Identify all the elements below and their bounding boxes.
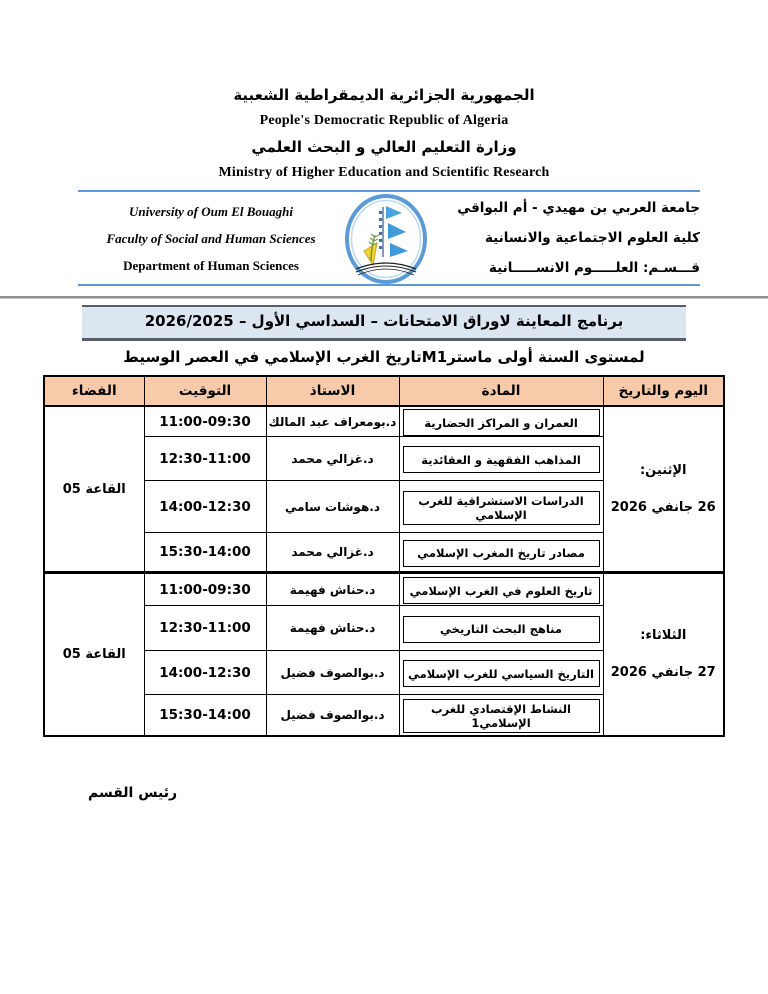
day-date-cell-tuesday: [603, 573, 724, 736]
university-logo-icon: [344, 193, 428, 285]
day-date-cell-monday: [603, 406, 724, 573]
subject-label: مناهج البحث التاريخي: [403, 616, 600, 643]
faculty-name-en: Faculty of Social and Human Sciences: [106, 230, 316, 246]
subject-cell: [399, 481, 603, 533]
subject-cell: [399, 437, 603, 481]
ministry-title-en: Ministry of Higher Education and Scientific Research: [218, 165, 550, 180]
time-label: 15:30-14:00: [144, 533, 266, 573]
subject-cell: [399, 695, 603, 736]
subject-cell: [399, 651, 603, 695]
exam-schedule-table: [43, 375, 725, 737]
institution-arabic-block: [428, 193, 700, 283]
room-cell-monday: القاعة 05: [44, 406, 144, 573]
subject-label: المذاهب الفقهية و العقائدية: [403, 446, 600, 473]
time-label: 11:00-09:30: [144, 406, 266, 437]
date-label: 26 جانفي 2026: [610, 500, 716, 515]
subject-label: النشاط الإقتصادي للغرب الإسلامي1: [403, 699, 600, 733]
time-label: 15:30-14:00: [144, 695, 266, 736]
time-label: 12:30-11:00: [144, 606, 266, 651]
professor-label: د.بوالصوف فضيل: [266, 651, 399, 695]
department-name-en: Department of Human Sciences: [123, 257, 299, 273]
department-name-ar: قـــسـم: العلـــــوم الانســـــانية: [488, 260, 700, 276]
subject-cell: [399, 573, 603, 606]
col-header-room: الفضاء: [44, 376, 144, 406]
subject-label: تاريخ العلوم في الغرب الإسلامي: [403, 577, 600, 604]
institution-band: [78, 190, 700, 286]
professor-label: د.غزالي محمد: [266, 533, 399, 573]
program-subtitle: لمستوى السنة أولى ماسترM1تاريخ الغرب الإسلامي في العصر الوسيط: [123, 348, 645, 366]
subject-label: العمران و المراكز الحضارية: [403, 409, 600, 436]
col-header-professor: الاستاذ: [266, 376, 399, 406]
col-header-day-date: اليوم والتاريخ: [603, 376, 724, 406]
university-name-en: University of Oum El Bouaghi: [129, 203, 293, 219]
institution-english-block: [78, 198, 344, 279]
day-label: الإثنين:: [639, 463, 687, 478]
col-header-subject: المادة: [399, 376, 603, 406]
professor-label: د.بومعراف عبد المالك: [266, 406, 399, 437]
ministry-title-ar: وزارة التعليم العالي و البحث العلمي: [251, 138, 517, 156]
time-label: 14:00-12:30: [144, 481, 266, 533]
table-row: [44, 573, 724, 606]
time-label: 14:00-12:30: [144, 651, 266, 695]
signature-label: رئيس القسم: [88, 784, 178, 801]
republic-title-en: People's Democratic Republic of Algeria: [259, 113, 509, 128]
program-title-bar: برنامج المعاينة لاوراق الامتحانات – السداسي الأول – 2026/2025: [82, 305, 686, 341]
col-header-time: التوقيت: [144, 376, 266, 406]
republic-title-ar: الجمهورية الجزائرية الديمقراطية الشعبية: [233, 86, 535, 104]
day-label: الثلاثاء:: [640, 628, 687, 644]
subject-label: التاريخ السياسي للغرب الإسلامي: [403, 660, 600, 687]
professor-label: د.حناش فهيمة: [266, 573, 399, 606]
professor-label: د.هوشات سامي: [266, 481, 399, 533]
professor-label: د.بوالصوف فضيل: [266, 695, 399, 736]
government-header: [0, 0, 768, 181]
professor-label: د.غزالي محمد: [266, 437, 399, 481]
subject-cell: [399, 533, 603, 573]
time-label: 12:30-11:00: [144, 437, 266, 481]
horizontal-rule: [0, 296, 768, 299]
faculty-name-ar: كلية العلوم الاجتماعية والانسانية: [484, 230, 700, 246]
subject-label: مصادر تاريخ المغرب الإسلامي: [403, 540, 600, 567]
professor-label: د.حناش فهيمة: [266, 606, 399, 651]
subject-label: الدراسات الاستشراقية للغرب الإسلامي: [403, 491, 600, 525]
university-name-ar: جامعة العربي بن مهيدي - أم البواقي: [457, 200, 700, 216]
table-row: [44, 406, 724, 437]
room-cell-tuesday: القاعة 05: [44, 573, 144, 736]
date-label: 27 جانفي 2026: [610, 665, 716, 681]
subject-cell: [399, 406, 603, 437]
time-label: 11:00-09:30: [144, 573, 266, 606]
table-header-row: [44, 376, 724, 406]
subject-cell: [399, 606, 603, 651]
